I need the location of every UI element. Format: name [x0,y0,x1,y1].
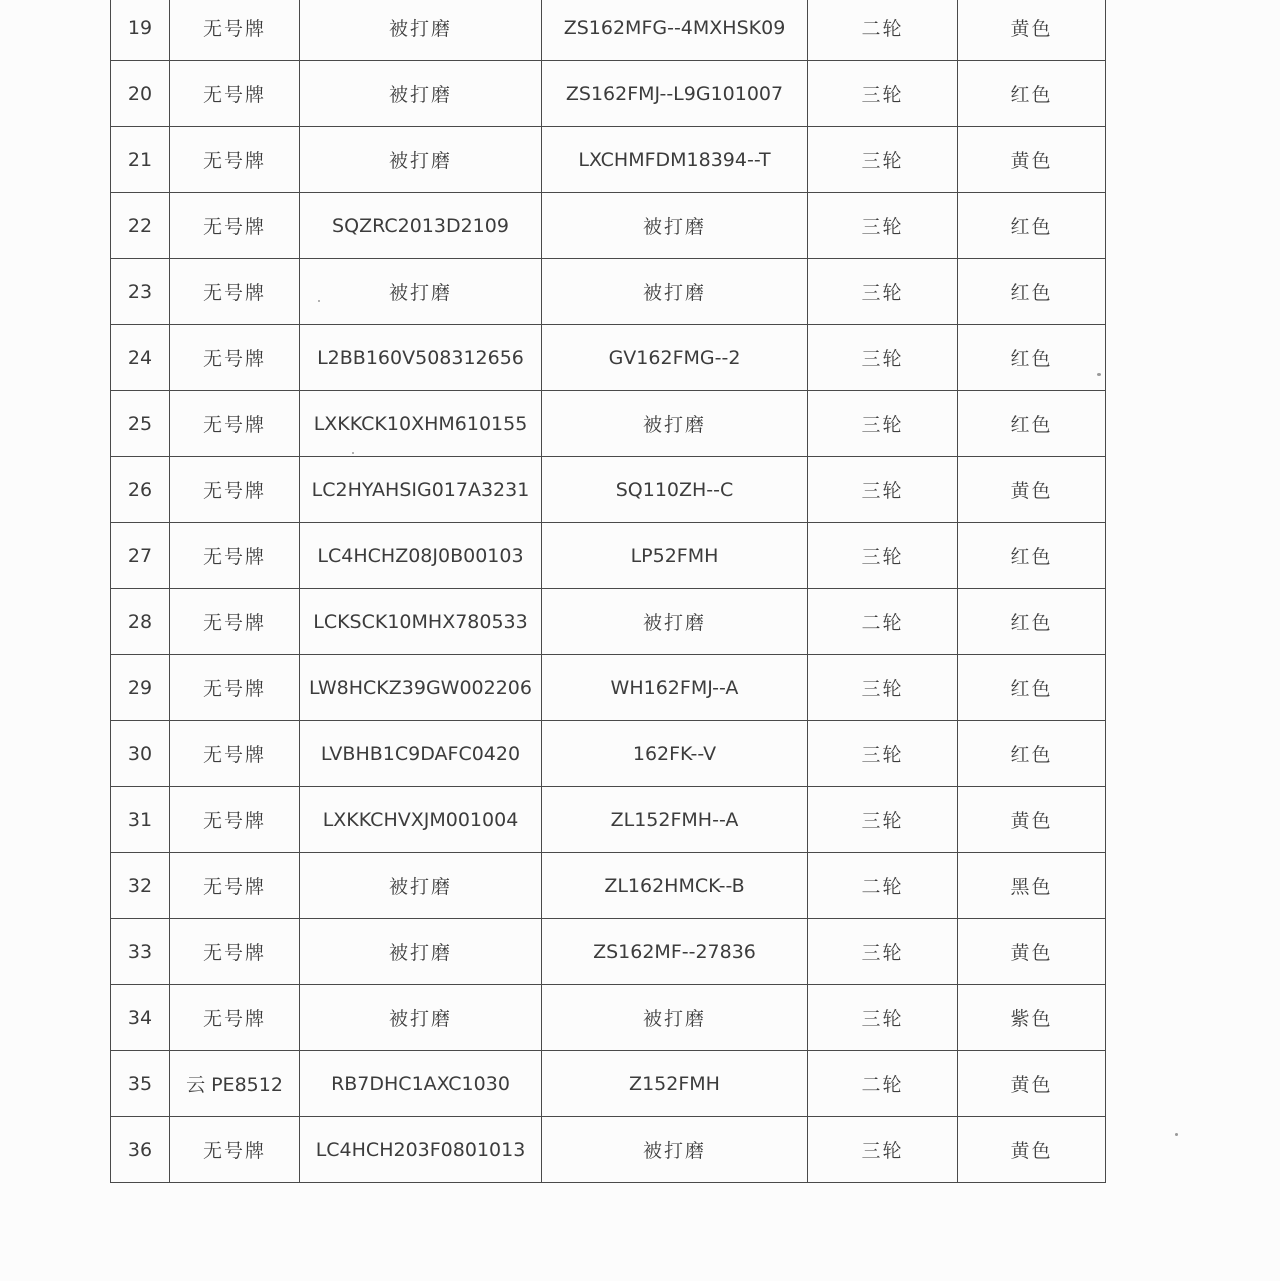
cell-wheel-type: 三轮 [808,721,958,787]
cell-plate: 无号牌 [170,589,300,655]
cell-number: 35 [111,1051,170,1117]
cell-vin: 被打磨 [300,985,542,1051]
cell-vin: LCKSCK10MHX780533 [300,589,542,655]
cell-color: 黄色 [958,457,1106,523]
cell-vin: L2BB160V508312656 [300,325,542,391]
cell-wheel-type: 三轮 [808,523,958,589]
table-row [111,325,1106,391]
scan-speck [1097,373,1101,376]
scan-speck [318,300,320,302]
cell-engine-number: ZS162MFG--4MXHSK09 [542,0,808,61]
cell-vin: LC2HYAHSIG017A3231 [300,457,542,523]
cell-plate: 无号牌 [170,523,300,589]
cell-wheel-type: 三轮 [808,127,958,193]
cell-vin: LC4HCH203F0801013 [300,1117,542,1183]
cell-wheel-type: 二轮 [808,589,958,655]
cell-engine-number: SQ110ZH--C [542,457,808,523]
table-row [111,61,1106,127]
cell-color: 红色 [958,193,1106,259]
scan-speck [1175,1133,1178,1136]
cell-number: 30 [111,721,170,787]
table-row [111,787,1106,853]
cell-plate: 无号牌 [170,0,300,61]
cell-engine-number: WH162FMJ--A [542,655,808,721]
scan-speck [352,452,354,454]
cell-color: 黄色 [958,127,1106,193]
cell-number: 19 [111,0,170,61]
cell-engine-number: 被打磨 [542,193,808,259]
cell-engine-number: 被打磨 [542,985,808,1051]
cell-number: 29 [111,655,170,721]
cell-plate: 无号牌 [170,1117,300,1183]
cell-number: 20 [111,61,170,127]
cell-plate: 无号牌 [170,325,300,391]
cell-number: 32 [111,853,170,919]
cell-vin: LXKKCHVXJM001004 [300,787,542,853]
cell-plate: 无号牌 [170,61,300,127]
cell-vin: LXKKCK10XHM610155 [300,391,542,457]
cell-color: 红色 [958,391,1106,457]
cell-engine-number: Z152FMH [542,1051,808,1117]
cell-plate: 无号牌 [170,919,300,985]
cell-number: 21 [111,127,170,193]
cell-vin: 被打磨 [300,259,542,325]
cell-number: 31 [111,787,170,853]
vehicle-table [110,0,1106,1183]
cell-number: 22 [111,193,170,259]
cell-number: 24 [111,325,170,391]
cell-color: 红色 [958,589,1106,655]
table-row [111,721,1106,787]
table-row [111,391,1106,457]
cell-number: 23 [111,259,170,325]
table-row [111,1117,1106,1183]
cell-engine-number: 被打磨 [542,589,808,655]
table-row [111,589,1106,655]
cell-vin: LW8HCKZ39GW002206 [300,655,542,721]
cell-engine-number: GV162FMG--2 [542,325,808,391]
cell-wheel-type: 三轮 [808,61,958,127]
cell-engine-number: ZS162FMJ--L9G101007 [542,61,808,127]
cell-wheel-type: 二轮 [808,0,958,61]
table-row [111,259,1106,325]
cell-plate: 无号牌 [170,457,300,523]
cell-wheel-type: 三轮 [808,655,958,721]
cell-engine-number: LXCHMFDM18394--T [542,127,808,193]
cell-color: 黄色 [958,1051,1106,1117]
cell-vin: LC4HCHZ08J0B00103 [300,523,542,589]
cell-engine-number: ZL162HMCK--B [542,853,808,919]
cell-vin: 被打磨 [300,853,542,919]
cell-engine-number: 被打磨 [542,1117,808,1183]
cell-engine-number: 被打磨 [542,259,808,325]
cell-plate: 云 PE8512 [170,1051,300,1117]
cell-plate: 无号牌 [170,985,300,1051]
cell-number: 26 [111,457,170,523]
cell-vin: LVBHB1C9DAFC0420 [300,721,542,787]
cell-plate: 无号牌 [170,193,300,259]
table-row [111,193,1106,259]
cell-wheel-type: 三轮 [808,457,958,523]
cell-vin: 被打磨 [300,919,542,985]
table-row [111,127,1106,193]
table-row [111,985,1106,1051]
cell-color: 黄色 [958,0,1106,61]
cell-color: 红色 [958,655,1106,721]
cell-plate: 无号牌 [170,721,300,787]
cell-vin: RB7DHC1AXC1030 [300,1051,542,1117]
table-row [111,919,1106,985]
cell-color: 红色 [958,523,1106,589]
cell-wheel-type: 二轮 [808,1051,958,1117]
cell-wheel-type: 三轮 [808,919,958,985]
cell-wheel-type: 三轮 [808,259,958,325]
table-row [111,523,1106,589]
cell-engine-number: ZS162MF--27836 [542,919,808,985]
cell-vin: SQZRC2013D2109 [300,193,542,259]
cell-color: 红色 [958,259,1106,325]
cell-plate: 无号牌 [170,259,300,325]
cell-color: 红色 [958,721,1106,787]
cell-number: 34 [111,985,170,1051]
cell-wheel-type: 三轮 [808,1117,958,1183]
cell-color: 黄色 [958,1117,1106,1183]
cell-color: 黄色 [958,919,1106,985]
cell-plate: 无号牌 [170,127,300,193]
cell-vin: 被打磨 [300,0,542,61]
cell-plate: 无号牌 [170,655,300,721]
table-body [111,0,1106,1183]
cell-plate: 无号牌 [170,853,300,919]
cell-color: 紫色 [958,985,1106,1051]
cell-engine-number: 被打磨 [542,391,808,457]
cell-plate: 无号牌 [170,787,300,853]
table-row [111,457,1106,523]
table-row [111,853,1106,919]
cell-number: 27 [111,523,170,589]
cell-wheel-type: 三轮 [808,787,958,853]
cell-number: 36 [111,1117,170,1183]
cell-vin: 被打磨 [300,127,542,193]
cell-number: 28 [111,589,170,655]
cell-number: 33 [111,919,170,985]
cell-plate: 无号牌 [170,391,300,457]
cell-wheel-type: 三轮 [808,391,958,457]
table-row [111,1051,1106,1117]
cell-color: 红色 [958,61,1106,127]
cell-wheel-type: 三轮 [808,193,958,259]
cell-wheel-type: 二轮 [808,853,958,919]
cell-engine-number: ZL152FMH--A [542,787,808,853]
table-row [111,655,1106,721]
table-row [111,0,1106,61]
cell-color: 黄色 [958,787,1106,853]
cell-color: 红色 [958,325,1106,391]
cell-vin: 被打磨 [300,61,542,127]
cell-wheel-type: 三轮 [808,985,958,1051]
cell-number: 25 [111,391,170,457]
cell-engine-number: LP52FMH [542,523,808,589]
cell-engine-number: 162FK--V [542,721,808,787]
cell-wheel-type: 三轮 [808,325,958,391]
cell-color: 黑色 [958,853,1106,919]
